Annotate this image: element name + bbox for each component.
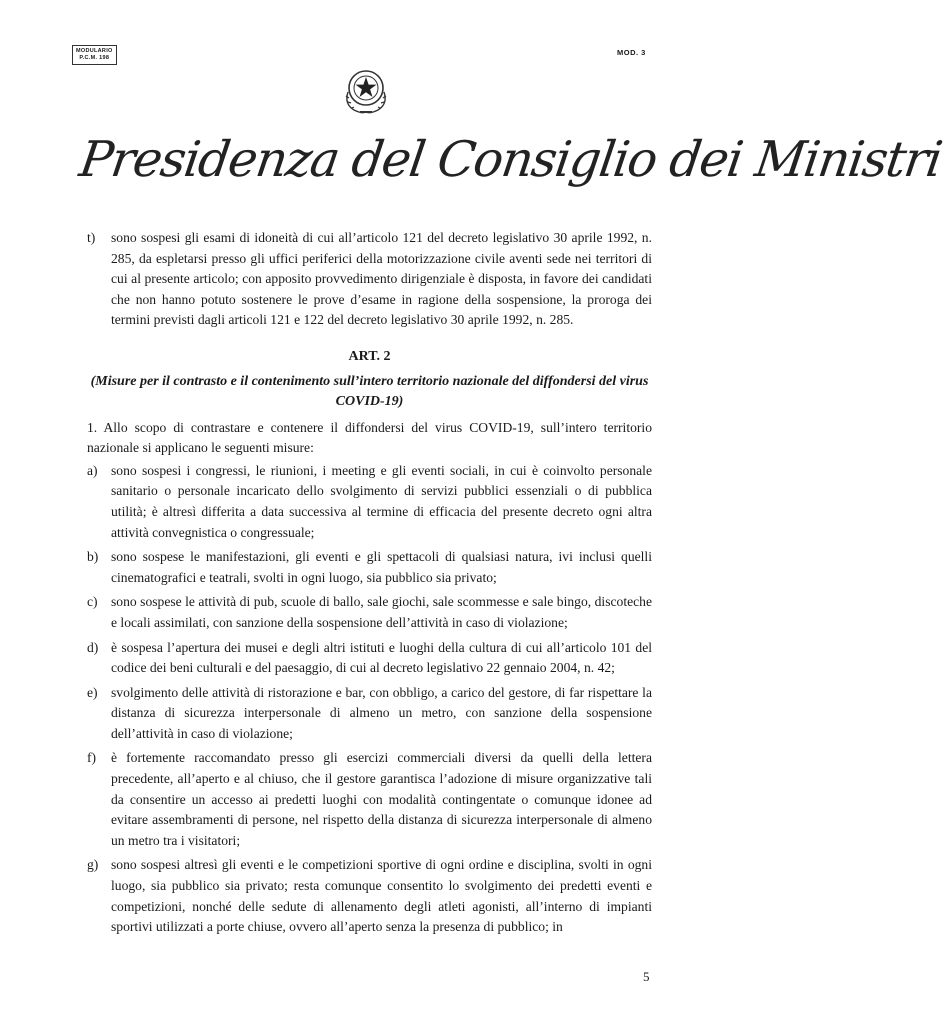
modulario-line-1: MODULARIO bbox=[76, 48, 113, 54]
list-item bbox=[87, 592, 652, 633]
article-intro-paragraph: 1. Allo scopo di contrastare e contenere il diffondersi del virus COVID-19, sull’intero territorio nazionale si applicano le seguenti misure: bbox=[87, 419, 652, 456]
document-body bbox=[87, 228, 652, 942]
list-item bbox=[87, 228, 652, 331]
list-item bbox=[87, 748, 652, 851]
article-title: ART. 2 bbox=[348, 348, 391, 364]
list-item-text: svolgimento delle attività di ristorazione e bar, con obbligo, a carico del gestore, di far rispettare la distanza di sicurezza interpersonale di almeno un metro, con sanzione della sospensione dell’attività in caso di violazione; bbox=[111, 684, 652, 741]
list-item bbox=[87, 547, 652, 588]
modulario-line-2: P.C.M. 198 bbox=[79, 55, 110, 61]
modulario-stamp bbox=[72, 45, 117, 65]
letterhead-title: Presidenza del Consiglio dei Ministri bbox=[76, 131, 945, 188]
list-item-label: c) bbox=[87, 594, 98, 610]
list-item-label: a) bbox=[87, 462, 98, 478]
list-item bbox=[87, 683, 652, 745]
list-item-label: e) bbox=[87, 684, 98, 700]
list-item bbox=[87, 855, 652, 937]
list-item-label: d) bbox=[87, 639, 99, 655]
list-item-text: sono sospese le manifestazioni, gli eventi e gli spettacoli di qualsiasi natura, ivi inclusi quelli cinematografici e teatrali, svolti in ogni luogo, sia pubblico sia privato; bbox=[111, 549, 652, 585]
list-item-text: sono sospesi gli esami di idoneità di cui all’articolo 121 del decreto legislativo 30 aprile 1992, n. 285, da espletarsi presso gli uffici periferici della motorizzazione civile aventi sede nei territori di cui al presente articolo; con apposito provvedimento dirigenziale è disposta, in favore dei candidati che non hanno potuto sostenere le prove d’esame in ragione della sospensione, la proroga dei termini previsti dagli articoli 121 e 122 del decreto legislativo 30 aprile 1992, n. 285. bbox=[111, 230, 652, 328]
list-item-text: sono sospese le attività di pub, scuole di ballo, sale giochi, sale scommesse e sale bingo, discoteche e locali assimilati, con sanzione della sospensione dell’attività in caso di violazione; bbox=[111, 594, 652, 630]
list-item-label: g) bbox=[87, 857, 99, 873]
list-item-text: è sospesa l’apertura dei musei e degli altri istituti e luoghi della cultura di cui all’articolo 101 del codice dei beni culturali e del paesaggio, di cui al decreto legislativo 22 gennaio 2004, n. 42; bbox=[111, 639, 652, 676]
measures-list bbox=[87, 461, 652, 938]
list-item bbox=[87, 638, 652, 679]
list-item-text: sono sospesi i congressi, le riunioni, i meeting e gli eventi sociali, in cui è coinvolto personale sanitario o personale incaricato dello svolgimento di servizi pubblici essenziali o di pubblica utilità; è altresì differita a data successiva al termine di efficacia del presente decreto ogni altra attività convegnistica o congressuale; bbox=[111, 462, 652, 540]
list-item-text: è fortemente raccomandato presso gli esercizi commerciali diversi da quelli della lettera precedente, all’aperto e al chiuso, che il gestore garantisca l’adozione di misure organizzative tali da consentire un accesso ai predetti luoghi con modalità contingentate o comunque idonee ad evitare assembramenti di persone, nel rispetto della distanza di sicurezza interpersonale di almeno un metro tra i visitatori; bbox=[111, 750, 652, 848]
article-subtitle: (Misure per il contrasto e il contenimento sull’intero territorio nazionale del diffondersi del virus COVID-19) bbox=[90, 373, 649, 409]
list-item-label: b) bbox=[87, 549, 99, 565]
list-item-label: f) bbox=[87, 750, 97, 766]
list-item-label: t) bbox=[87, 230, 96, 245]
list-item-text: sono sospesi altresì gli eventi e le competizioni sportive di ogni ordine e disciplina, svolti in ogni luogo, sia pubblico sia privato; resta comunque consentito lo svolgimento dei predetti eventi e competizioni, nonché delle sedute di allenamento degli atleti agonisti, all’interno di impianti sportivi utilizzati a porte chiuse, ovvero all’aperto senza la presenza di pubblico; in bbox=[111, 857, 652, 935]
list-item bbox=[87, 461, 652, 543]
italian-republic-emblem-icon bbox=[340, 62, 392, 116]
form-code: MOD. 3 bbox=[617, 48, 646, 57]
page-number: 5 bbox=[643, 969, 650, 984]
